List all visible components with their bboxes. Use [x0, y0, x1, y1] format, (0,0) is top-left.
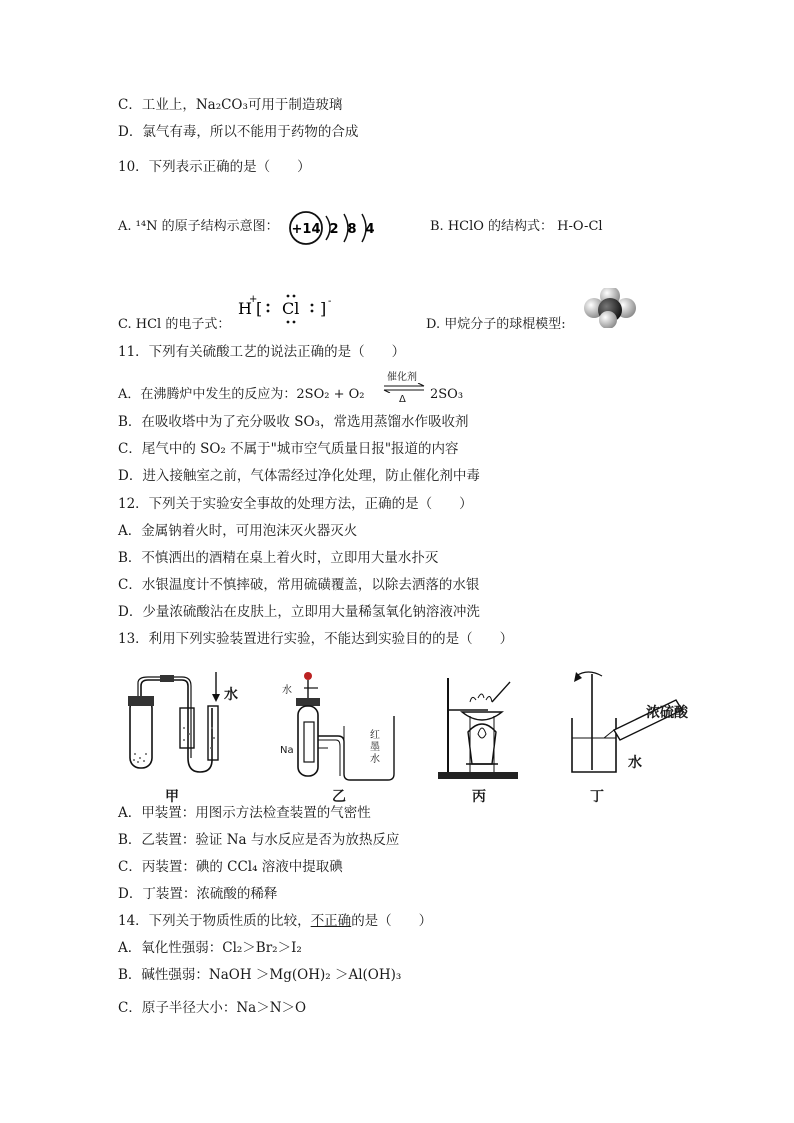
q13-option-c: C．丙装置：碘的 CCl₄ 溶液中提取碘	[118, 859, 343, 875]
q11-option-b: B．在吸收塔中为了充分吸收 SO₃，常选用蒸馏水作吸收剂	[118, 414, 469, 430]
q11-stem: 11．下列有关硫酸工艺的说法正确的是（ ）	[118, 344, 406, 360]
q11-option-d: D．进入接触室之前，气体需经过净化处理，防止催化剂中毒	[118, 468, 480, 484]
shell-2: 8	[347, 222, 357, 237]
q9-option-d: D．氯气有毒，所以不能用于药物的合成	[118, 124, 359, 140]
label-water-ding: 水	[628, 755, 642, 771]
q11-option-c: C．尾气中的 SO₂ 不属于"城市空气质量日报"报道的内容	[118, 441, 459, 457]
q11-option-a: A．在沸腾炉中发生的反应为：2SO₂ + O₂	[118, 387, 365, 402]
svg-text:]: ]	[320, 299, 327, 318]
q14-stem: 14．下列关于物质性质的比较，不正确的是（ ）	[118, 913, 433, 929]
apparatus-yi	[278, 666, 418, 786]
label-red-ink: 红 墨 水	[370, 730, 380, 765]
catalyst-label: 催化剂	[387, 372, 417, 383]
q14-option-c: C．原子半径大小：Na＞N＞O	[118, 1000, 307, 1016]
q12-option-c: C．水银温度计不慎摔破，常用硫磺覆盖，以除去洒落的水银	[118, 577, 480, 593]
svg-text:[: [	[256, 299, 263, 318]
hcl-lewis-structure	[236, 290, 346, 326]
label-ding: 丁	[590, 789, 604, 805]
methane-ball-model	[580, 288, 640, 328]
label-water-jia: 水	[224, 687, 238, 703]
label-yi: 乙	[332, 789, 346, 805]
shell-1: 2	[329, 222, 339, 237]
q9-option-c: C．工业上，Na₂CO₃可用于制造玻璃	[118, 97, 343, 113]
label-water-yi: 水	[282, 685, 292, 696]
q10-option-b: B. HClO 的结构式： H-O-Cl	[430, 219, 603, 234]
svg-text:-: -	[328, 296, 332, 307]
svg-text:+: +	[249, 294, 258, 305]
q10-option-c: C. HCl 的电子式：	[118, 317, 231, 332]
label-bing: 丙	[472, 789, 486, 805]
label-conc-acid: 浓硫酸	[646, 705, 688, 721]
label-na: Na	[280, 745, 294, 756]
nucleus-charge: +14	[291, 222, 321, 237]
q12-option-d: D．少量浓硫酸沾在皮肤上，立即用大量稀氢氧化钠溶液冲洗	[118, 604, 480, 620]
underlined-not-correct: 不正确	[310, 913, 352, 929]
q10-stem: 10．下列表示正确的是（ ）	[118, 159, 311, 175]
q14-option-b: B．碱性强弱：NaOH ＞Mg(OH)₂ ＞Al(OH)₃	[118, 967, 402, 983]
apparatus-bing	[432, 672, 532, 784]
shell-3: 4	[365, 222, 375, 237]
q12-option-a: A．金属钠着火时，可用泡沫灭火器灭火	[118, 523, 358, 539]
atom-structure-diagram	[286, 210, 426, 246]
svg-text:Cl: Cl	[282, 299, 300, 318]
q13-option-b: B．乙装置：验证 Na 与水反应是否为放热反应	[118, 832, 400, 848]
q13-stem: 13．利用下列实验装置进行实验，不能达到实验目的的是（ ）	[118, 631, 514, 647]
q12-stem: 12．下列关于实验安全事故的处理方法，正确的是（ ）	[118, 496, 473, 512]
svg-text:H: H	[238, 299, 252, 318]
q10-option-d: D. 甲烷分子的球棍模型:	[426, 317, 566, 332]
q10-option-a: A. ¹⁴N 的原子结构示意图：	[118, 219, 279, 234]
q14-option-a: A．氧化性强弱：Cl₂＞Br₂＞I₂	[118, 940, 302, 956]
heat-label: Δ	[399, 394, 406, 405]
q11-option-a-product: 2SO₃	[430, 387, 464, 402]
q13-option-a: A．甲装置：用图示方法检查装置的气密性	[118, 805, 371, 821]
label-jia: 甲	[165, 789, 179, 805]
q12-option-b: B．不慎洒出的酒精在桌上着火时，立即用大量水扑灭	[118, 550, 439, 566]
q13-option-d: D．丁装置：浓硫酸的稀释	[118, 886, 278, 902]
